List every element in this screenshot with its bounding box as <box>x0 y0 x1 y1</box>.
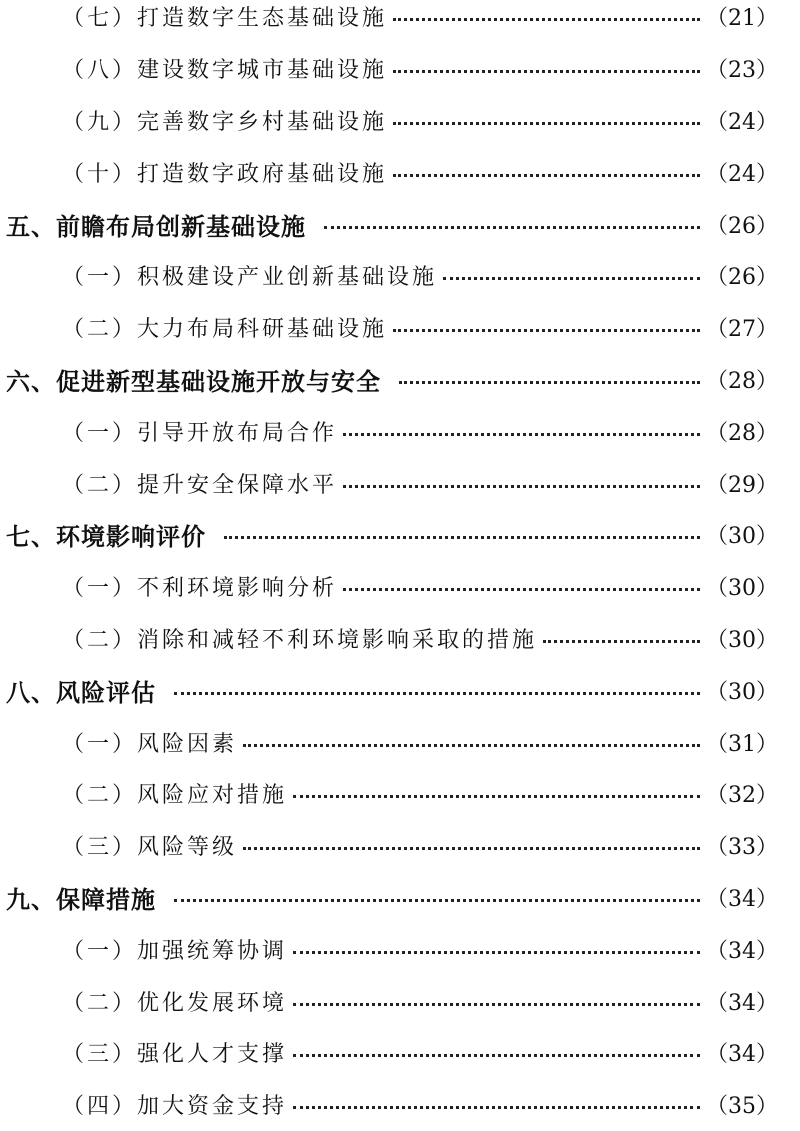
dot-leader <box>243 744 700 747</box>
dot-leader <box>393 174 700 177</box>
dot-leader <box>343 588 700 591</box>
dot-leader <box>174 899 700 902</box>
dot-leader <box>393 122 700 125</box>
dot-leader <box>343 433 700 436</box>
toc-entry-title: （二）大力布局科研基础设施 <box>62 317 388 343</box>
toc-entry[interactable] <box>0 250 800 302</box>
toc-entry-title: （七）打造数字生态基础设施 <box>62 6 388 32</box>
toc-entry-page: （30） <box>706 627 778 653</box>
toc-entry-title: （八）建设数字城市基础设施 <box>62 58 388 84</box>
toc-entry[interactable] <box>0 975 800 1027</box>
toc-entry[interactable] <box>0 95 800 147</box>
toc-entry-page: （35） <box>706 1094 778 1120</box>
toc-entry-page: （27） <box>706 317 778 343</box>
dot-leader <box>293 795 700 798</box>
dot-leader <box>293 1054 700 1057</box>
toc-entry-title: （三）风险等级 <box>62 835 238 861</box>
dot-leader <box>293 951 700 954</box>
toc-entry-page: （24） <box>706 109 778 135</box>
toc-entry[interactable] <box>0 923 800 975</box>
dot-leader <box>324 226 700 229</box>
toc-section-page: （26） <box>706 213 778 239</box>
toc-entry-page: （24） <box>706 161 778 187</box>
toc-entry-page: （33） <box>706 835 778 861</box>
toc-entry[interactable] <box>0 457 800 509</box>
toc-section-heading[interactable] <box>0 198 800 250</box>
dot-leader <box>543 640 700 643</box>
toc-entry-page: （34） <box>706 938 778 964</box>
toc-entry[interactable] <box>0 302 800 354</box>
toc-entry-title: （三）强化人才支撑 <box>62 1042 288 1068</box>
toc-entry-page: （34） <box>706 1042 778 1068</box>
toc-section-page: （30） <box>706 679 778 705</box>
toc-section-heading[interactable] <box>0 872 800 924</box>
toc-entry-title: （一）风险因素 <box>62 731 238 757</box>
dot-leader <box>243 847 700 850</box>
toc-entry-page: （28） <box>706 420 778 446</box>
dot-leader <box>393 70 700 73</box>
toc-entry[interactable] <box>0 0 800 43</box>
toc-section-heading[interactable] <box>0 354 800 406</box>
toc-entry[interactable] <box>0 768 800 820</box>
toc-entry-page: （23） <box>706 58 778 84</box>
toc-entry-page: （26） <box>706 265 778 291</box>
toc-entry[interactable] <box>0 561 800 613</box>
toc-section-title: 七、环境影响评价 <box>6 523 206 552</box>
toc-section-heading[interactable] <box>0 664 800 716</box>
toc-section-page: （28） <box>706 368 778 394</box>
toc-section-title: 九、保障措施 <box>6 885 156 914</box>
toc-section-heading[interactable] <box>0 509 800 561</box>
toc-entry[interactable] <box>0 1079 800 1131</box>
toc-entry-page: （21） <box>706 6 778 32</box>
toc-entry-title: （二）风险应对措施 <box>62 783 288 809</box>
toc-section-title: 六、促进新型基础设施开放与安全 <box>6 367 381 396</box>
toc-entry-title: （四）加大资金支持 <box>62 1094 288 1120</box>
dot-leader <box>343 485 700 488</box>
toc-entry-title: （一）积极建设产业创新基础设施 <box>62 265 438 291</box>
toc-section-title: 八、风险评估 <box>6 678 156 707</box>
toc-entry-page: （34） <box>706 990 778 1016</box>
toc-entry[interactable] <box>0 43 800 95</box>
dot-leader <box>393 18 700 21</box>
toc-entry-page: （29） <box>706 472 778 498</box>
toc-entry-title: （一）加强统筹协调 <box>62 938 288 964</box>
toc-entry[interactable] <box>0 1027 800 1079</box>
dot-leader <box>174 692 700 695</box>
toc-entry-title: （一）引导开放布局合作 <box>62 420 338 446</box>
toc-section-title: 五、前瞻布局创新基础设施 <box>6 212 306 241</box>
toc-entry[interactable] <box>0 716 800 768</box>
toc-entry[interactable] <box>0 146 800 198</box>
toc-entry-title: （二）提升安全保障水平 <box>62 472 338 498</box>
dot-leader <box>293 1003 700 1006</box>
toc-entry[interactable] <box>0 405 800 457</box>
toc-section-page: （34） <box>706 886 778 912</box>
toc-entry-title: （二）消除和减轻不利环境影响采取的措施 <box>62 627 538 653</box>
dot-leader <box>443 277 700 280</box>
toc-entry-title: （一）不利环境影响分析 <box>62 576 338 602</box>
dot-leader <box>224 536 700 539</box>
toc-entry-title: （二）优化发展环境 <box>62 990 288 1016</box>
toc-entry-page: （32） <box>706 783 778 809</box>
toc-section-page: （30） <box>706 524 778 550</box>
dot-leader <box>399 381 700 384</box>
toc-entry-title: （十）打造数字政府基础设施 <box>62 161 388 187</box>
toc-entry-page: （31） <box>706 731 778 757</box>
toc-entry[interactable] <box>0 820 800 872</box>
dot-leader <box>393 329 700 332</box>
toc-entry[interactable] <box>0 613 800 665</box>
toc-entry-title: （九）完善数字乡村基础设施 <box>62 109 388 135</box>
dot-leader <box>293 1106 700 1109</box>
toc-entry-page: （30） <box>706 576 778 602</box>
